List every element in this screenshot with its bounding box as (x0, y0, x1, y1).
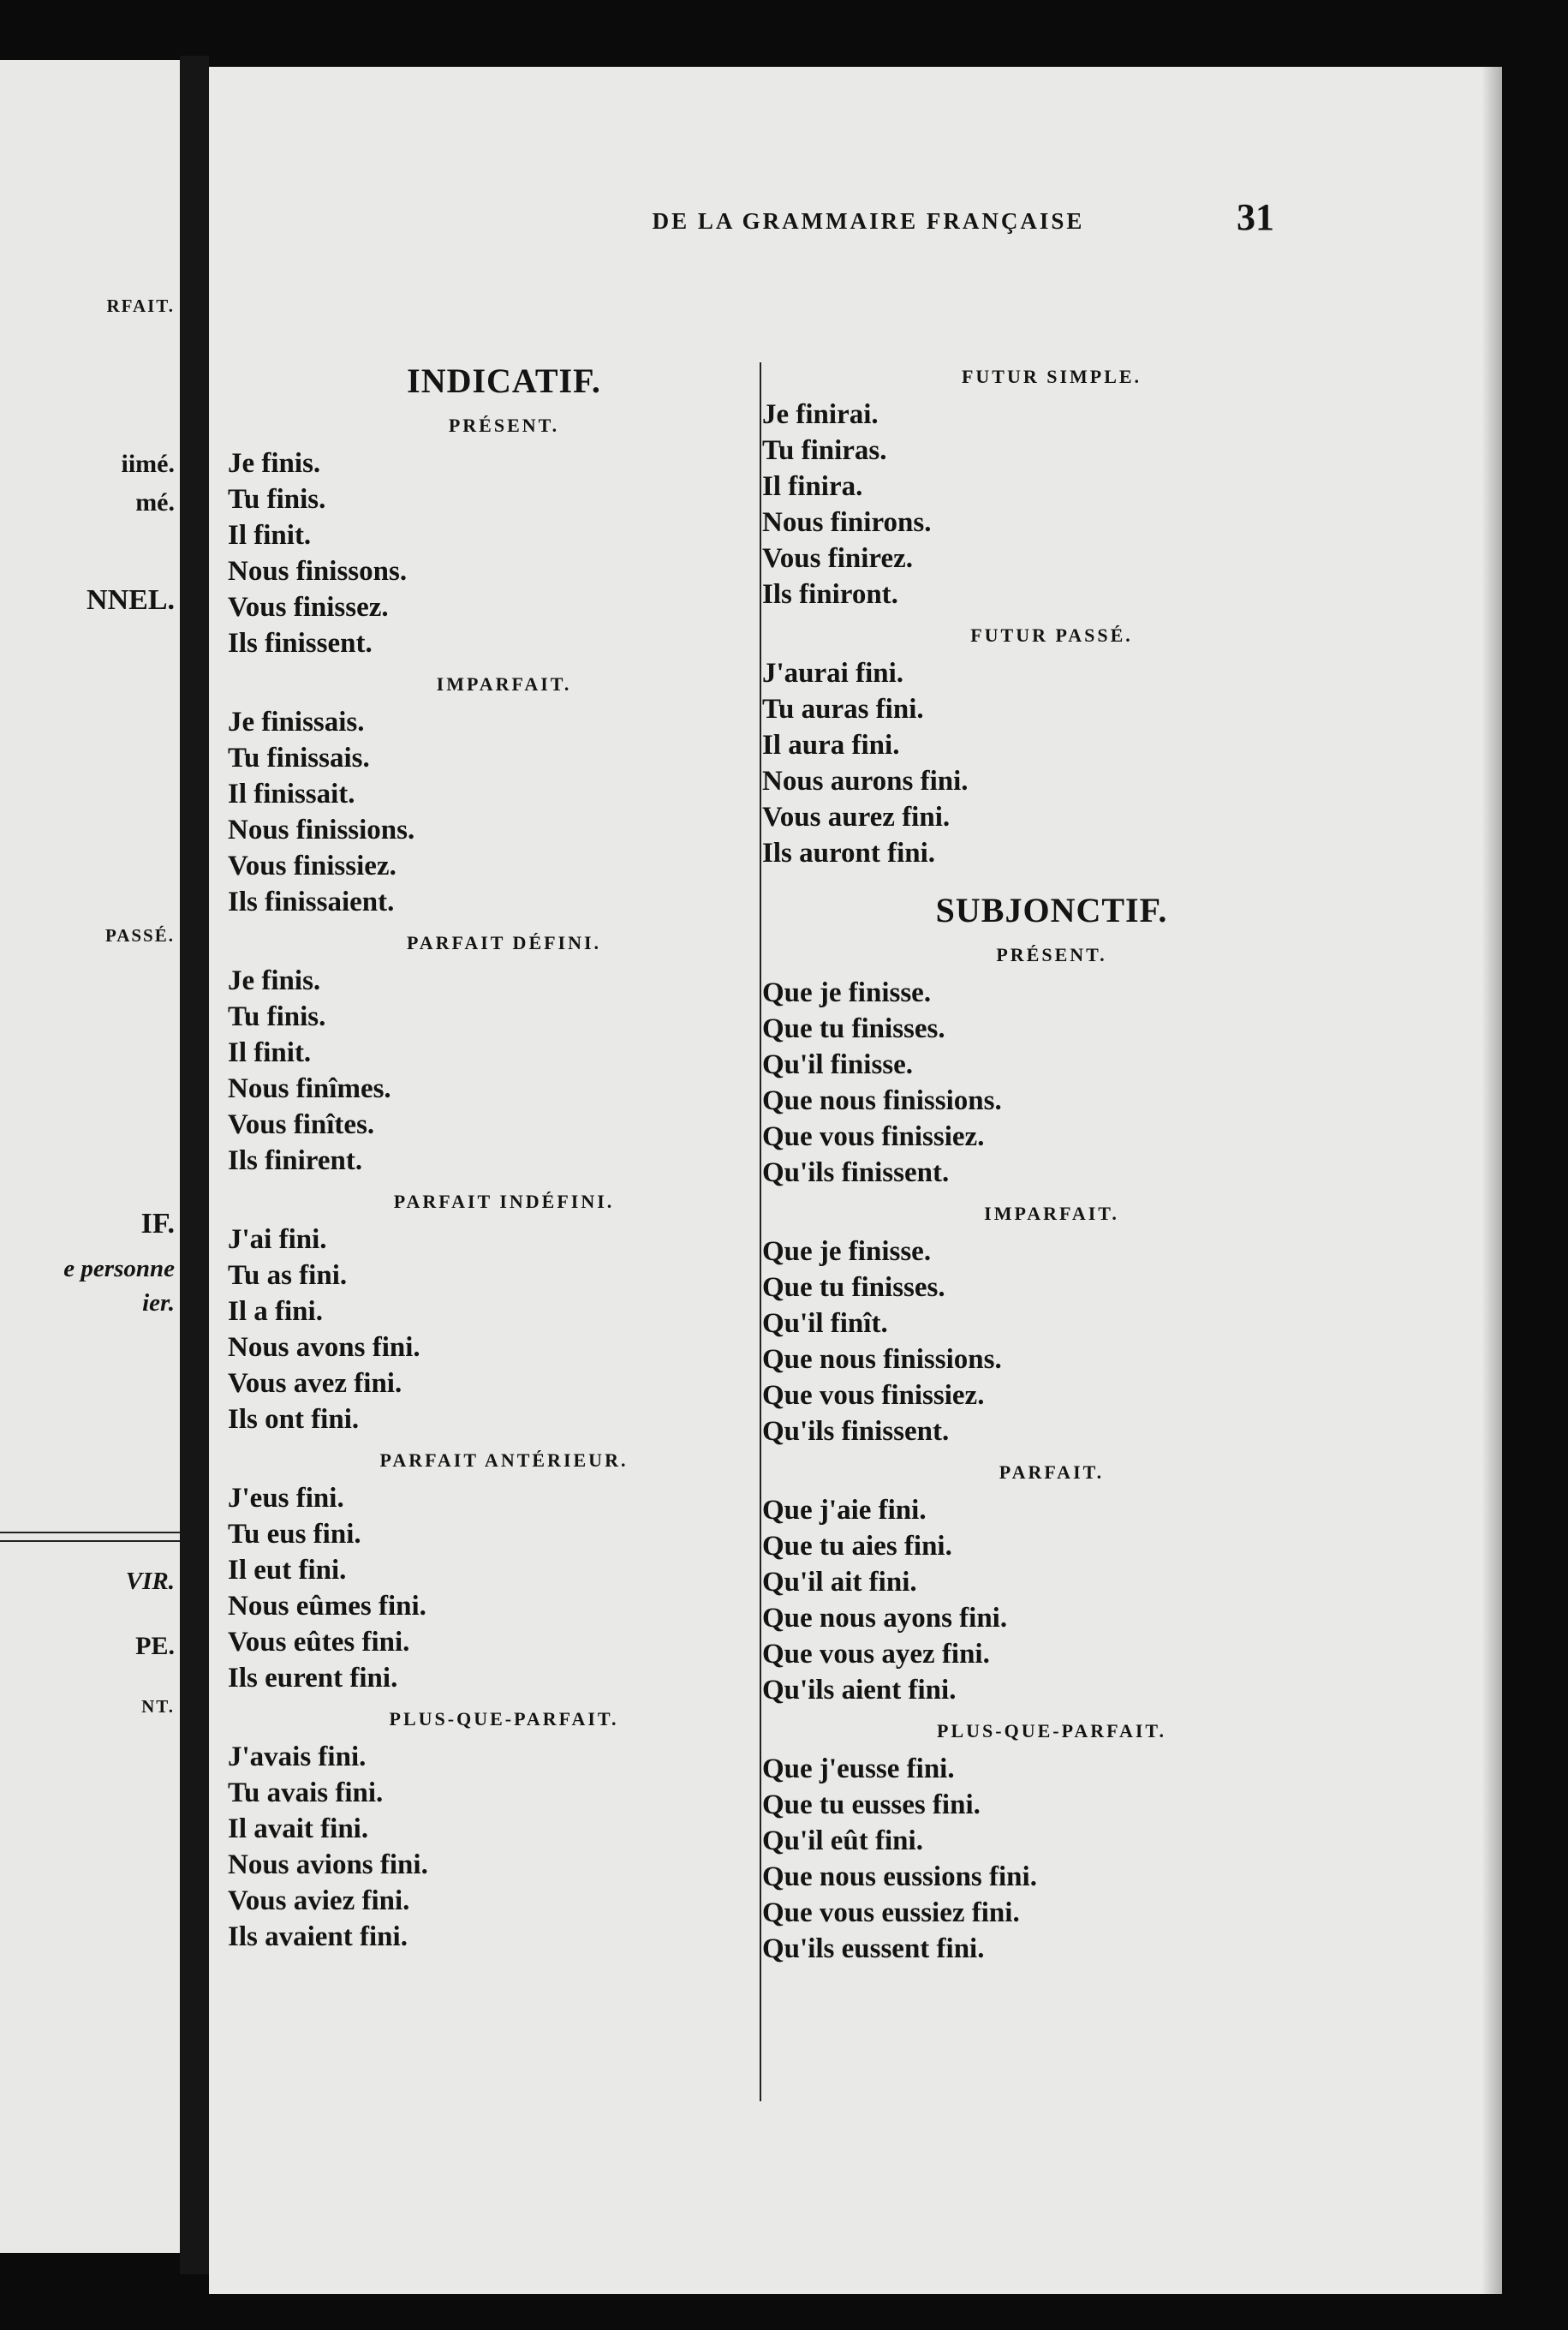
conjugation-line: Qu'ils aient fini. (762, 1675, 957, 1706)
page-number: 31 (1237, 196, 1274, 238)
conjugation-line: Tu as fini. (228, 1260, 348, 1291)
conjugation-line: Il a fini. (228, 1296, 323, 1327)
conjugation-line: Vous finîtes. (228, 1109, 375, 1140)
conjugation-line: Vous finirez. (762, 543, 914, 574)
conjugation-line: Qu'il finît. (762, 1308, 888, 1339)
conjugation-line: Qu'ils finissent. (762, 1416, 950, 1447)
conjugation-line: Vous finissez. (228, 592, 389, 623)
conjugation-line: Que nous ayons fini. (762, 1603, 1008, 1634)
tense-section (760, 624, 1343, 871)
tense-section (228, 1708, 780, 1955)
left-page-fragment: NT. (141, 1696, 175, 1717)
conjugation-line: Ils ont fini. (228, 1404, 360, 1435)
left-page-fragment: mé. (135, 488, 175, 517)
conjugation-line: Il finit. (228, 1037, 312, 1068)
conjugation-line: Ils finiront. (762, 579, 898, 610)
tense-heading: PLUS-QUE-PARFAIT. (389, 1708, 619, 1730)
conjugation-line: J'eus fini. (228, 1483, 344, 1514)
conjugation-list (228, 1739, 780, 1955)
tense-heading: PRÉSENT. (448, 415, 560, 436)
tense-heading: FUTUR PASSÉ. (970, 624, 1133, 646)
conjugation-list (760, 975, 1343, 1191)
conjugation-line: Que vous finissiez. (762, 1380, 985, 1411)
conjugation-line: Nous eûmes fini. (228, 1591, 426, 1622)
conjugation-list (228, 445, 780, 661)
right-page (209, 67, 1502, 2294)
conjugation-line: Que tu aies fini. (762, 1531, 952, 1562)
left-page-fragments (0, 60, 180, 2253)
running-head: DE LA GRAMMAIRE FRANÇAISE (652, 208, 1085, 234)
conjugation-line: Que tu eusses fini. (762, 1789, 981, 1820)
conjugation-line: Il finira. (762, 471, 863, 502)
left-page-fragment: NNEL. (86, 584, 175, 616)
left-page-fragment: RFAIT. (106, 296, 175, 316)
conjugation-line: Que je finisse. (762, 1236, 932, 1267)
left-page-fragment: VIR. (125, 1568, 175, 1595)
conjugation-line: Que je finisse. (762, 977, 932, 1008)
conjugation-line: Tu finiras. (762, 435, 887, 466)
tense-section (760, 1720, 1343, 1967)
indicative-tenses (228, 415, 780, 1955)
conjugation-line: Que vous finissiez. (762, 1121, 985, 1152)
conjugation-line: Ils eurent fini. (228, 1663, 398, 1694)
conjugation-line: Tu finissais. (228, 743, 370, 774)
conjugation-list (760, 1492, 1343, 1708)
conjugation-line: Que tu finisses. (762, 1013, 945, 1044)
conjugation-line: Ils finissaient. (228, 887, 395, 917)
conjugation-line: Nous avons fini. (228, 1332, 420, 1363)
conjugation-line: Que j'eusse fini. (762, 1753, 955, 1784)
conjugation-line: Que nous eussions fini. (762, 1861, 1037, 1892)
mood-heading-subjonctif: SUBJONCTIF. (935, 891, 1168, 929)
conjugation-line: Tu eus fini. (228, 1519, 361, 1550)
tense-heading: PARFAIT DÉFINI. (406, 932, 602, 953)
conjugation-line: Nous finissons. (228, 556, 408, 587)
right-column (760, 354, 1343, 1977)
left-page-fragment: IF. (140, 1208, 175, 1240)
conjugation-line: Vous avez fini. (228, 1368, 402, 1399)
conjugation-line: Vous finissiez. (228, 851, 396, 881)
book-spine (180, 56, 209, 2274)
left-page-fragment: PASSÉ. (104, 925, 175, 946)
conjugation-list (228, 704, 780, 920)
conjugation-line: Nous finissions. (228, 815, 415, 845)
left-page-fragment: ier. (142, 1289, 175, 1317)
indicative-column (228, 354, 780, 1965)
conjugation-line: Qu'il eût fini. (762, 1825, 923, 1856)
conjugation-list (760, 1751, 1343, 1967)
conjugation-line: Je finirai. (762, 399, 879, 430)
tense-heading: PARFAIT ANTÉRIEUR. (379, 1449, 629, 1471)
conjugation-list (760, 1234, 1343, 1449)
tense-section (760, 1461, 1343, 1708)
tense-heading: IMPARFAIT. (436, 673, 572, 695)
conjugation-line: Que vous eussiez fini. (762, 1897, 1020, 1928)
tense-heading: FUTUR SIMPLE. (961, 366, 1142, 387)
left-page-fragment: e personne (63, 1255, 175, 1282)
conjugation-line: Je finis. (228, 965, 321, 996)
conjugation-line: Vous aviez fini. (228, 1885, 410, 1916)
conjugation-line: Tu avais fini. (228, 1777, 384, 1808)
tense-section (760, 1203, 1343, 1449)
conjugation-line: Ils finirent. (228, 1145, 363, 1176)
conjugation-line: Ils avaient fini. (228, 1921, 408, 1952)
conjugation-line: Que vous ayez fini. (762, 1639, 990, 1670)
conjugation-line: Qu'ils eussent fini. (762, 1933, 985, 1964)
conjugation-line: Que j'aie fini. (762, 1495, 927, 1526)
conjugation-line: Que nous finissions. (762, 1085, 1002, 1116)
conjugation-line: Il finissait. (228, 779, 355, 810)
conjugation-line: J'aurai fini. (762, 658, 904, 689)
conjugation-line: Nous avions fini. (228, 1849, 428, 1880)
conjugation-list (760, 397, 1343, 612)
conjugation-line: Nous finîmes. (228, 1073, 391, 1104)
conjugation-line: Que tu finisses. (762, 1272, 945, 1303)
tense-heading: PARFAIT. (999, 1461, 1105, 1483)
left-page-fragment: iimé. (121, 450, 175, 478)
tense-section (228, 932, 780, 1179)
conjugation-line: Nous aurons fini. (762, 766, 969, 797)
conjugation-line: Nous finirons. (762, 507, 932, 538)
conjugation-line: Tu finis. (228, 484, 326, 515)
tense-section (228, 1191, 780, 1437)
tense-heading: PARFAIT INDÉFINI. (393, 1191, 615, 1212)
mood-heading-indicatif: INDICATIF. (407, 361, 601, 400)
conjugation-line: Ils auront fini. (762, 838, 936, 869)
tense-section (760, 944, 1343, 1191)
conjugation-list (228, 963, 780, 1179)
page-edge-shadow (1482, 67, 1502, 2294)
conjugation-line: Qu'il finisse. (762, 1049, 914, 1080)
conjugation-line: Je finis. (228, 448, 321, 479)
left-page-fragment: PE. (135, 1632, 175, 1660)
conjugation-line: Vous eûtes fini. (228, 1627, 410, 1658)
conjugation-line: Il finit. (228, 520, 312, 551)
conjugation-line: J'ai fini. (228, 1224, 327, 1255)
conjugation-line: Il avait fini. (228, 1813, 369, 1844)
subjunctive-tenses (760, 944, 1343, 1967)
tense-section (228, 673, 780, 920)
tense-section (228, 415, 780, 661)
tense-section (760, 366, 1343, 612)
conjugation-line: Il eut fini. (228, 1555, 347, 1586)
tense-heading: PRÉSENT. (996, 944, 1107, 965)
tense-section (228, 1449, 780, 1696)
conjugation-list (228, 1480, 780, 1696)
tense-heading: IMPARFAIT. (984, 1203, 1119, 1224)
tense-heading: PLUS-QUE-PARFAIT. (937, 1720, 1166, 1742)
conjugation-line: Qu'ils finissent. (762, 1157, 950, 1188)
conjugation-list (228, 1222, 780, 1437)
conjugation-list (760, 655, 1343, 871)
conjugation-line: Vous aurez fini. (762, 802, 951, 833)
conjugation-line: J'avais fini. (228, 1742, 367, 1772)
conjugation-line: Il aura fini. (762, 730, 900, 761)
conjugation-line: Tu auras fini. (762, 694, 924, 725)
conjugation-line: Qu'il ait fini. (762, 1567, 917, 1598)
conjugation-line: Ils finissent. (228, 628, 373, 659)
future-tenses (760, 366, 1343, 871)
conjugation-line: Que nous finissions. (762, 1344, 1002, 1375)
conjugation-line: Je finissais. (228, 707, 365, 738)
conjugation-line: Tu finis. (228, 1001, 326, 1032)
